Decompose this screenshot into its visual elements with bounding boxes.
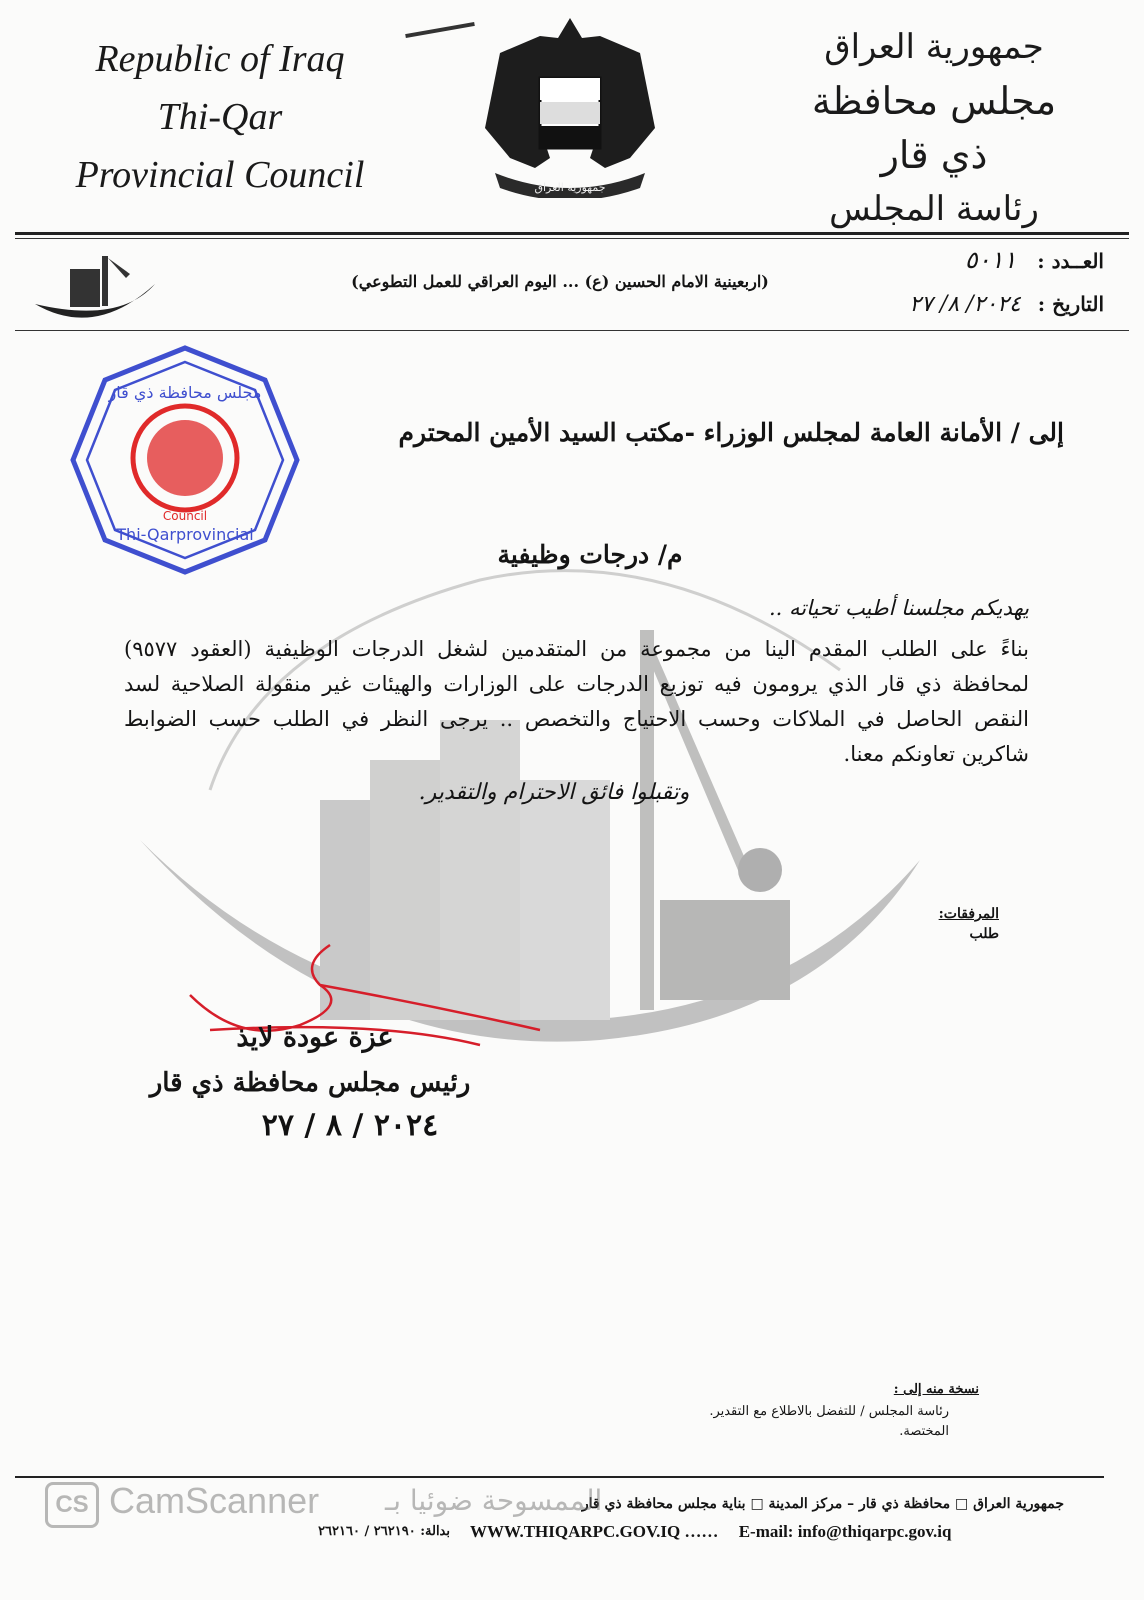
ref-number-value: ٥٠١١ [964, 246, 1017, 274]
header-ar-line-3: رئاسة المجلس [829, 189, 1039, 229]
signature-date: ٢٠٢٤ / ٨ / ٢٧ [261, 1108, 439, 1143]
ref-divider [15, 330, 1129, 331]
camscanner-logo: CS [45, 1482, 99, 1528]
emblem-banner-text: جمهورية العراق [534, 181, 606, 194]
header-ar-line-2: مجلس محافظة ذي قار [811, 79, 1057, 177]
english-header [40, 30, 400, 204]
ref-number-row [884, 246, 1104, 274]
council-logo [30, 244, 160, 324]
stamp-bottom-text: Thi-Qarprovincial [116, 525, 254, 544]
footer-address: جمهورية العراق □ محافظة ذي قار – مركز المدينة □ بناية مجلس محافظة ذي قار [581, 1496, 1064, 1512]
slogan: (اربعينية الامام الحسين (ع) ... اليوم العراقي للعمل التطوعي) [351, 272, 769, 291]
footer-website: WWW.THIQARPC.GOV.IQ …… [470, 1522, 719, 1541]
ref-date-value: ٢٠٢٤/ ٨/ ٢٧ [909, 292, 1021, 317]
header-divider-thin [15, 238, 1129, 239]
copy-to-item-1-text: رئاسة المجلس / للتفضل بالاطلاع مع التقدير. [709, 1404, 949, 1419]
camscanner-watermark [45, 1478, 665, 1528]
footer-email: E-mail: info@thiqarpc.gov.iq [738, 1522, 952, 1541]
ref-date-label: التاريخ : [1037, 292, 1104, 316]
camscanner-name: CamScanner [109, 1480, 320, 1521]
ref-date-row [804, 292, 1104, 317]
addressee: إلى / الأمانة العامة لمجلس الوزراء -مكتب السيد الأمين المحترم [398, 418, 1064, 447]
iraq-eagle-emblem [480, 8, 660, 198]
header-en-line-1: Republic of Iraq [95, 38, 345, 80]
arabic-header [784, 20, 1084, 236]
header-en-line-2: Thi-Qar [157, 96, 283, 138]
header-divider [15, 232, 1129, 235]
attachments-item: طلب [969, 926, 999, 942]
header-ar-line-1: جمهورية العراق [824, 27, 1044, 67]
greeting: يهديكم مجلسنا أطيب تحياته .. [769, 596, 1029, 620]
header-en-line-3: Provincial Council [75, 154, 365, 196]
subject: م/ درجات وظيفية [497, 540, 683, 569]
copy-to-item-1 [509, 1404, 949, 1419]
camscanner-ar: الممسوحة ضوئيا بـ [385, 1484, 603, 1517]
council-stamp [65, 340, 305, 580]
signatory-title: رئيس مجلس محافظة ذي قار [149, 1068, 471, 1098]
footer-phone: بدالة: ٢٦٢١٩٠ / ٢٦٢١٦٠ [318, 1524, 450, 1539]
ref-number-label: العــدد : [1037, 249, 1104, 273]
copy-to-item-2 [509, 1424, 949, 1439]
copy-to-item-2-text: المختصة. [899, 1424, 949, 1439]
copy-to-label: نسخة منه إلى : [893, 1382, 979, 1397]
attachments-label: المرفقات: [938, 906, 999, 922]
letter-body: بناءً على الطلب المقدم الينا من مجموعة من المتقدمين لشغل الدرجات الوظيفية (العقود ٩٥٧٧) لمحافظة ذي قار الذي يرومون فيه توزيع الدرجات على الوزارات والهيئات غير منقولة الصلاحية لسد النقص الحاصل في الملاكات وحسب الاحتياج والتخصص .. يرجى النظر في الطلب حسب الضوابط شاكرين تعاونكم معنا. [124, 637, 1029, 766]
closing: وتقبلوا فائق الاحترام والتقدير. [418, 780, 690, 805]
pen-mark [405, 22, 475, 38]
stamp-top-text: مجلس محافظة ذي قار [108, 383, 262, 402]
signatory-name: عزة عودة لايذ [236, 1022, 394, 1053]
stamp-inner-text: Council [162, 509, 208, 523]
